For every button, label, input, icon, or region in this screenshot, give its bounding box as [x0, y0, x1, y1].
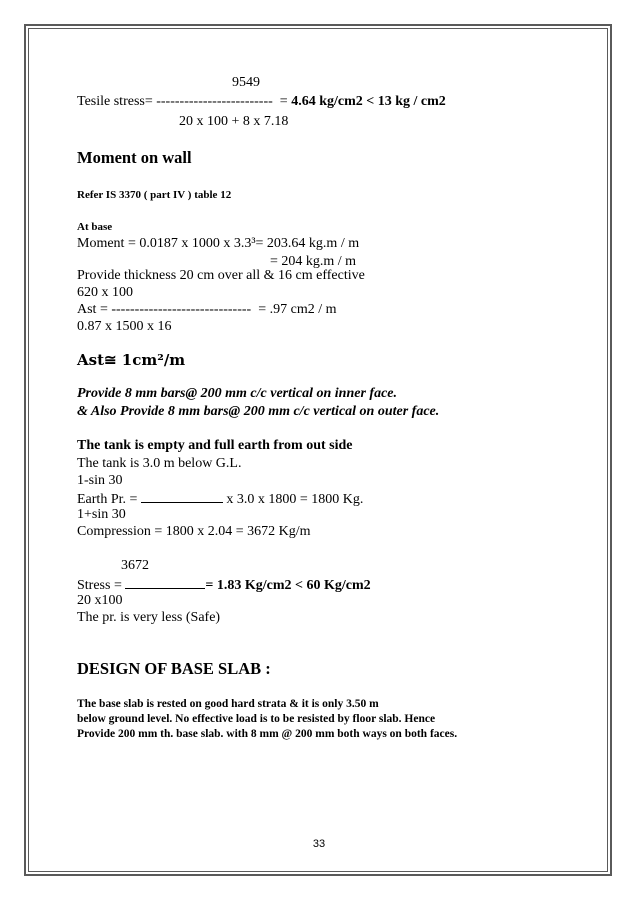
provide-outer-face: & Also Provide 8 mm bars@ 200 mm c/c vertical on outer face. — [77, 404, 440, 419]
moment-formula: Moment = 0.0187 x 1000 x 3.3³= 203.64 kg.m / m — [77, 236, 360, 251]
empty-tank-heading: The tank is empty and full earth from out side — [77, 438, 353, 453]
tensile-denominator: 20 x 100 + 8 x 7.18 — [179, 114, 289, 129]
below-gl-line: The tank is 3.0 m below G.L. — [77, 456, 242, 471]
base-slab-line-3: Provide 200 mm th. base slab. with 8 mm @ 200 mm both ways on both faces. — [77, 728, 458, 740]
stress-result: = 1.83 Kg/cm2 < 60 Kg/cm2 — [205, 578, 371, 593]
fraction-bar — [125, 576, 205, 589]
stress-line — [77, 576, 371, 594]
tensile-result: 4.64 kg/cm2 < 13 kg / cm2 — [291, 94, 446, 109]
moment-rounded: = 204 kg.m / m — [270, 254, 357, 269]
earth-pr-value: x 3.0 x 1800 = 1800 Kg. — [222, 492, 364, 507]
earth-pr-label: Earth Pr. = — [77, 492, 141, 507]
ast-numerator: 620 x 100 — [77, 285, 133, 300]
tensile-numerator: 9549 — [232, 75, 260, 90]
at-base-label: At base — [77, 221, 113, 233]
base-slab-line-2: below ground level. No effective load is to be resisted by floor slab. Hence — [77, 713, 436, 725]
sin-numerator: 1-sin 30 — [77, 473, 123, 488]
base-slab-heading: DESIGN OF BASE SLAB : — [77, 659, 271, 678]
base-slab-line-1: The base slab is rested on good hard strata & it is only 3.50 m — [77, 698, 379, 710]
ast-formula: Ast = ------------------------------ = .97 cm2 / m — [77, 302, 337, 317]
tensile-label: Tesile stress= ------------------------- = — [77, 94, 292, 109]
stress-denominator: 20 x100 — [77, 593, 123, 608]
safe-line: The pr. is very less (Safe) — [77, 610, 221, 625]
thickness-line: Provide thickness 20 cm over all & 16 cm effective — [77, 268, 365, 283]
ast-approx: Ast≅ 1cm²/m — [77, 351, 186, 369]
moment-heading: Moment on wall — [77, 148, 192, 167]
earth-pressure-line — [77, 490, 363, 508]
stress-numerator: 3672 — [121, 558, 149, 573]
refer-is-code: Refer IS 3370 ( part IV ) table 12 — [77, 189, 232, 201]
tensile-stress-line — [77, 94, 446, 110]
sin-denominator: 1+sin 30 — [77, 507, 126, 522]
page-number: 33 — [312, 838, 326, 850]
provide-inner-face: Provide 8 mm bars@ 200 mm c/c vertical on inner face. — [77, 386, 397, 401]
fraction-bar — [141, 490, 223, 503]
ast-denominator: 0.87 x 1500 x 16 — [77, 319, 172, 334]
stress-label: Stress = — [77, 578, 126, 593]
compression-line: Compression = 1800 x 2.04 = 3672 Kg/m — [77, 524, 311, 539]
